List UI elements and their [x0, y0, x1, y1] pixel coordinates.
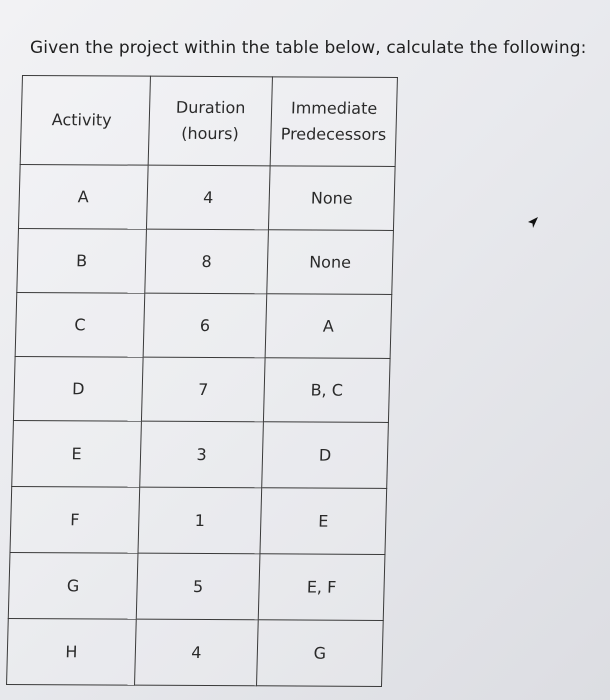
table-row	[10, 486, 387, 554]
cell-activity: F	[10, 486, 140, 553]
cell-duration: 7	[141, 357, 265, 422]
cell-duration: 6	[143, 293, 267, 358]
table-row	[13, 356, 390, 422]
mouse-pointer-icon	[527, 216, 539, 230]
header-duration-line2: (hours)	[180, 123, 239, 144]
cell-predecessors: G	[257, 620, 384, 687]
header-predecessors-line1: Immediate	[290, 98, 378, 118]
project-table	[6, 75, 398, 687]
cell-predecessors: None	[267, 230, 394, 295]
cell-duration: 5	[136, 553, 260, 620]
cell-activity: E	[12, 420, 142, 487]
header-predecessors-line2: Predecessors	[280, 124, 387, 144]
table-row	[8, 552, 385, 620]
table-row	[18, 165, 395, 231]
cell-activity: B	[17, 229, 147, 294]
project-table-container	[6, 75, 410, 689]
header-duration-line1: Duration	[175, 97, 246, 118]
cell-predecessors: E, F	[258, 554, 385, 621]
cell-duration: 4	[146, 165, 270, 230]
cell-duration: 4	[135, 619, 259, 686]
cell-predecessors: None	[268, 166, 395, 231]
question-text: Given the project within the table below, calculate the following:	[30, 38, 587, 58]
cell-activity: G	[8, 552, 138, 619]
header-duration	[148, 76, 272, 166]
cell-activity: D	[13, 356, 143, 421]
cell-duration: 8	[145, 229, 269, 294]
table-row	[12, 420, 389, 488]
cell-predecessors: B, C	[263, 358, 390, 423]
table-row	[7, 618, 384, 686]
table-row	[17, 229, 394, 295]
cell-duration: 3	[140, 421, 264, 488]
header-activity: Activity	[20, 76, 150, 166]
header-predecessors	[270, 77, 397, 167]
table-header-row	[20, 76, 397, 167]
table-row	[15, 292, 392, 358]
cell-predecessors: E	[260, 488, 387, 555]
cell-predecessors: A	[265, 294, 392, 359]
cell-activity: H	[7, 618, 137, 685]
cell-activity: C	[15, 292, 145, 357]
cell-duration: 1	[138, 487, 262, 554]
cell-activity: A	[18, 165, 148, 230]
cell-predecessors: D	[262, 422, 389, 489]
